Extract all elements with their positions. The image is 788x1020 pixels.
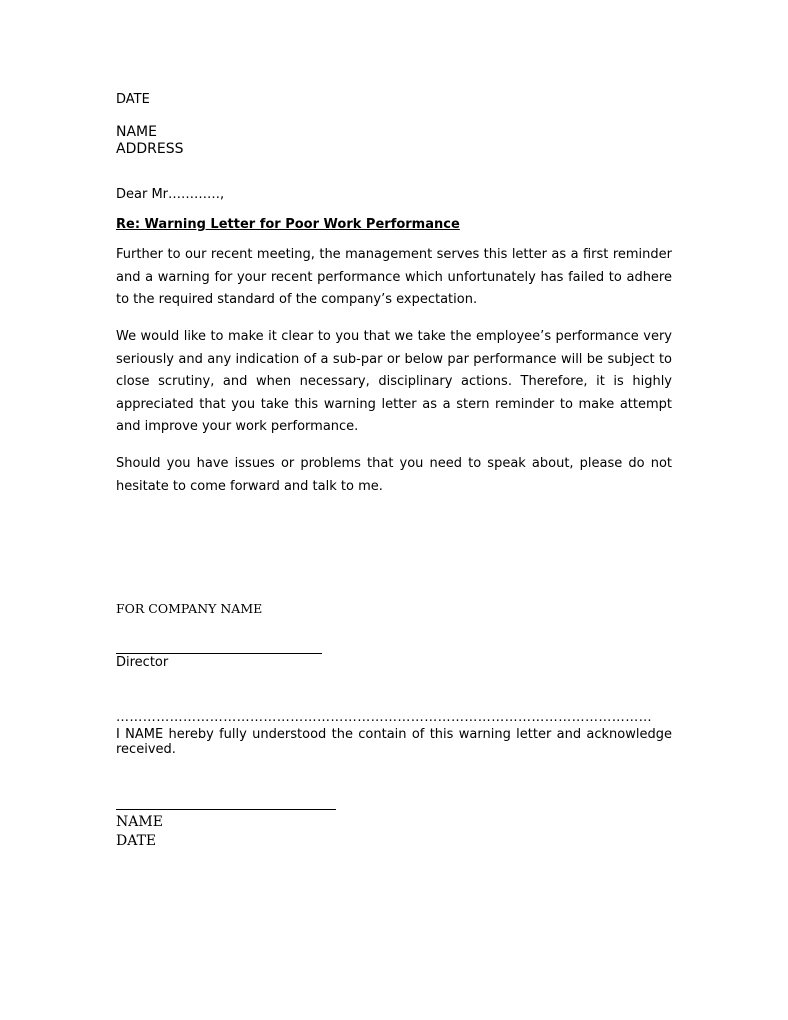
employee-date-label: DATE [116,833,157,849]
signatory-title: Director [116,655,169,670]
salutation: Dear Mr…………, [116,187,225,202]
employee-signature-line [116,809,336,810]
body-paragraph-1: Further to our recent meeting, the management serves this letter as a first reminder and a warning for your recent performance which unfortunately has failed to adhere to the required standard of the company’s expectation. [116,247,672,307]
recipient-address: ADDRESS [116,141,184,157]
director-signature-line [116,653,322,654]
recipient-name: NAME [116,124,157,140]
subject-line: Re: Warning Letter for Poor Work Performance [116,217,460,232]
acknowledgement-text: I NAME hereby fully understood the contain of this warning letter and acknowledge received. [116,727,672,757]
company-signoff: FOR COMPANY NAME [116,601,263,616]
acknowledgement-dotted-separator: ………………………………………………………………………………………………………… [116,710,652,725]
body-paragraph-2: We would like to make it clear to you that we take the employee’s performance very seriously and any indication of a sub-par or below par performance will be subject to close scrutiny, and when necessary, disciplinary actions. Therefore, it is highly appreciated that you take this warning letter as a stern reminder to make attempt and improve your work performance. [116,329,672,434]
employee-name-label: NAME [116,814,163,830]
letter-date: DATE [116,92,150,107]
body-paragraph-3: Should you have issues or problems that you need to speak about, please do not hesitate to come forward and talk to me. [116,456,672,494]
